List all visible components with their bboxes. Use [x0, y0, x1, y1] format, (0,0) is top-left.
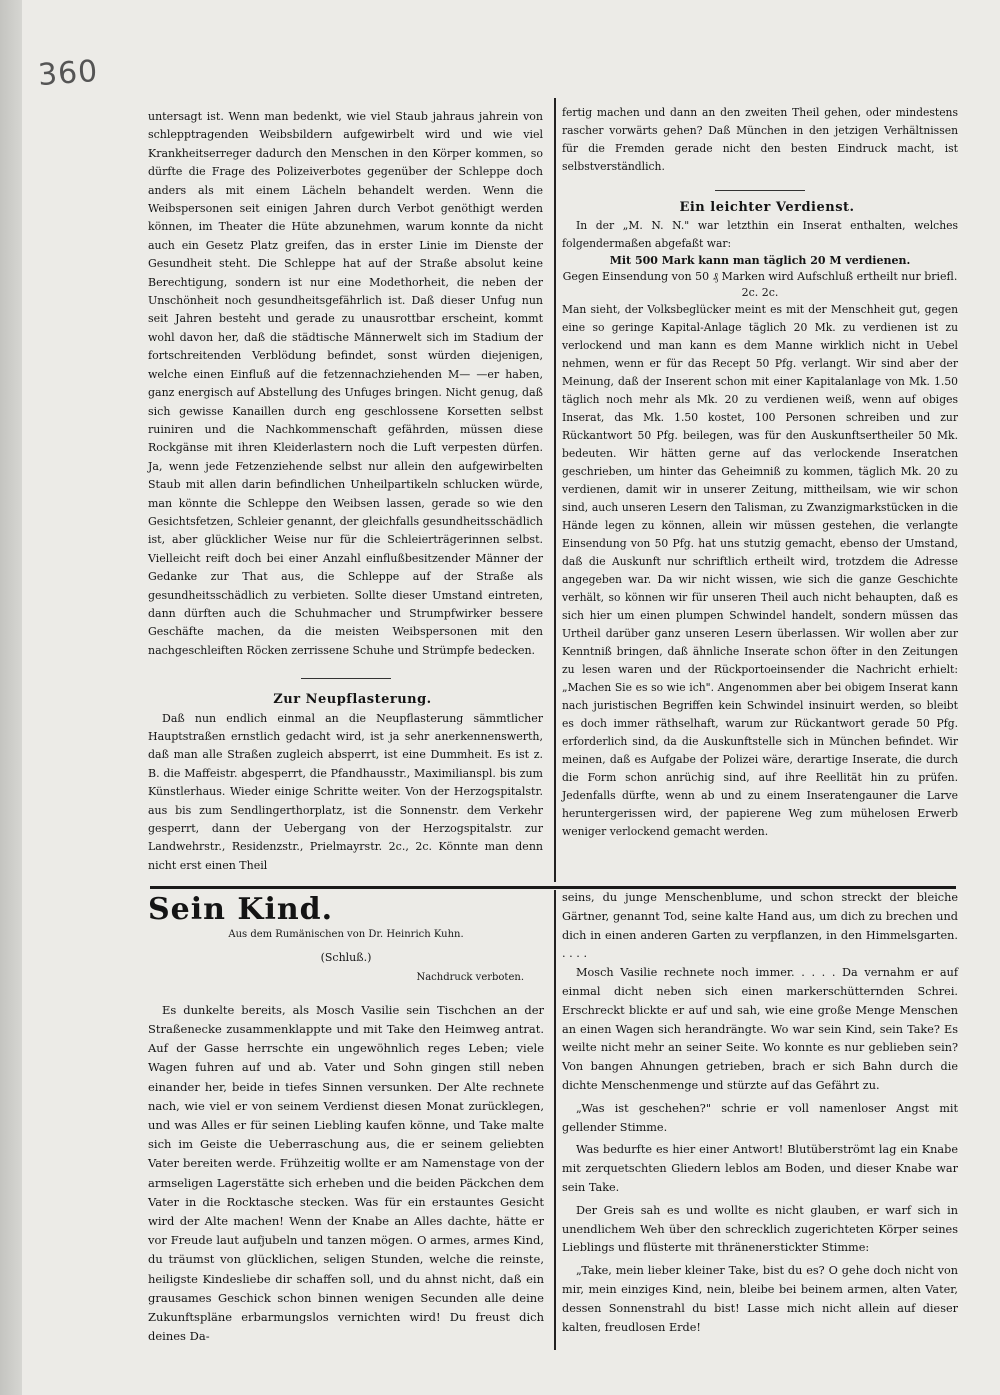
neupflasterung-continued: fertig machen und dann an den zweiten Theil gehen, oder mindestens rascher vorwärts gehen? Daß München in den jetzigen Verhältnissen für die Fremden gerade nicht den besten Eindruck macht, ist selbstverständlich.: [562, 106, 958, 173]
schleppe-article-text: untersagt ist. Wenn man bedenkt, wie viel Staub jahraus jahrein von schlepptragenden Weibsbildern aufgewirbelt wird und wie viel Krankheitserreger dadurch den Menschen in den Körper kommen, so dürfte die Frage des Polizeiverbotes gegenüber der Schleppe doch anders als mit einem Lächeln behandelt werden. Wenn die Weibspersonen seit einigen Jahren durch Verbot genöthigt werden können, im Theater die Hüte abzunehmen, warum konnte da nicht auch ein Gesetz Platz greifen, das in erster Linie im Dienste der Gesundheit steht. Die Schleppe hat auf der Straße absolut keine Berechtigung, sondern ist nur eine Modethorheit, die neben der Unschönheit noch gesundheitsgefährlich ist. Daß dieser Unfug nun seit Jahren besteht und gerade zu unausrottbar erscheint, kommt wohl davon her, daß die städtische Männerwelt sich im Stadium der fortschreitenden Verblödung befindet, sonst würden diejenigen, welche einen Einfluß auf die fetzennachziehenden M— —er haben, ganz energisch auf Abstellung des Unfuges bringen. Nicht genug, daß sich gewisse Kanaillen durch eng geschlossene Korsetten selbst ruiniren und die Nachkommenschaft gefährden, müssen diese Rockgänse mit ihren Kleiderlastern noch die Luft verpesten dürfen. Ja, wenn jede Fetzenziehende selbst nur allein den aufgewirbelten Staub mit allen darin befindlichen Unheilpartikeln schlucken würde, man könnte die Schleppe den Weibsen lassen, gerade so wie den Gesichtsfetzen, Schleier genannt, der gleichfalls gesundheitsschädlich ist, aber glücklicher Weise nur für die Schleierträgerinnen selbst. Vielleicht reift doch bei einer Anzahl einflußbesitzender Männer der Gedanke zur That aus, die Schleppe auf der Straße als gesundheitsschädlich zu verbieten. Sollte dieser Umstand eintreten, dann dürften auch die Schuhmacher und Strumpfwirker bessere Geschäfte machen, da die meisten Weibspersonen mit den nachgeschleiften Röcken zerrissene Schuhe und Strümpfe bedecken.: [148, 110, 543, 657]
story-paragraph: „Take, mein lieber kleiner Take, bist du es? O gehe doch nicht von mir, mein einziges Kind, nein, bleibe bei beinem armen, alten Vater, dessen Sonnenstrahl du bist! Lasse mich nicht allein auf dieser kalten, freudlosen Erde!: [562, 1264, 958, 1334]
story-part: (Schluß.): [320, 951, 372, 965]
column-bottom-left: [148, 892, 544, 1346]
quoted-advertisement: [562, 253, 958, 301]
story-paragraph: Was bedurfte es hier einer Antwort! Blutüberströmt lag ein Knabe mit zerquetschten Gliedern leblos am Boden, und dieser Knabe war sein Take.: [562, 1143, 958, 1194]
verdienst-lead: In der „M. N. N." war letzthin ein Inserat enthalten, welches folgendermaßen abgefaßt war:: [562, 219, 958, 250]
column-divider-bottom: [554, 890, 556, 1350]
handwritten-page-number: 360: [36, 53, 100, 94]
column-top-right: [562, 104, 958, 841]
verdienst-text: Man sieht, der Volksbeglücker meint es mit der Menschheit gut, gegen eine so geringe Kapital-Anlage täglich 20 Mk. zu verdienen ist zu verlockend und man kann es dem Manne wirklich nicht in Uebel nehmen, wenn er für das Recept 50 Pfg. verlangt. Wir sind aber der Meinung, daß der Inserent schon mit einer Kapitalanlage von Mk. 1.50 täglich noch mehr als Mk. 20 zu verdienen weiß, wenn auf obiges Inserat, das Mk. 1.50 kostet, 100 Personen schreiben und zur Rückantwort 50 Pfg. beilegen, was für den Auskunftsertheiler 50 Mk. bedeuten. Wir hätten gerne auf das verlockende Inseratchen geschrieben, um hinter das Geheimniß zu kommen, täglich Mk. 20 zu verdienen, damit wir in unserer Zeitung, mittheilsam, wie wir schon sind, auch unseren Lesern den Talisman, zu Zwanzigmarkstücken in die Hände legen zu können, allein wir müssen gestehen, die verlangte Einsendung von 50 Pfg. hat uns stutzig gemacht, ebenso der Umstand, daß die Auskunft nur schriftlich ertheilt wird, trotzdem die Adresse angegeben war. Da wir nicht wissen, wie sich die ganze Geschichte verhält, so können wir für unseren Theil auch nicht behaupten, daß es sich hier um einen plumpen Schwindel handelt, sondern müssen das Urtheil darüber ganz unseren Lesern überlassen. Wir wollen aber zur Kenntniß bringen, daß ähnliche Inserate schon öfter in den Zeitungen zu lesen waren und der Rückportoeinsender die Nachricht erhielt: „Machen Sie es so wie ich". Angenommen aber bei obigem Inserat kann nach juristischen Begriffen kein Schwindel insinuirt werden, so bleibt es doch immer räthselhaft, warum zur Rückantwort gerade 50 Pfg. erforderlich sind, da die Auskunftstelle sich in München befindet. Wir meinen, daß es Aufgabe der Polizei wäre, derartige Inserate, die durch die Form schon anrüchig sind, auf ihre Reellität hin zu prüfen. Jedenfalls dürfte, wenn ab und zu einem Inseratengauner die Larve heruntergerissen wird, der papierene Weg zum mühelosen Erwerb weniger verlockend gemacht werden.: [562, 303, 958, 838]
ad-line-2: Gegen Einsendung von 50 ₰ Marken wird Aufschluß ertheilt nur briefl. 2c. 2c.: [562, 270, 958, 299]
neupflasterung-heading: Zur Neupflasterung.: [273, 692, 432, 708]
story-paragraph: Es dunkelte bereits, als Mosch Vasilie sein Tischchen an der Straßenecke zusammenklappte und mit Take den Heimweg antrat. Auf der Gasse herrschte ein ungewöhnlich reges Leben; viele Wagen fuhren auf und ab. Vater und Sohn gingen still neben einander her, beide in tiefes Sinnen versunken. Der Alte rechnete nach, wie viel er von seinem Verdienst diesen Monat zurücklegen, und was Alles er für seinen Liebling kaufen könne, und Take malte sich im Geiste die Ueberraschung aus, die er seinem geliebten Vater bereiten werde. Frühzeitig wollte er am Namenstage von der armseligen Lagerstätte sich erheben und die beiden Päckchen dem Vater in die Rocktasche stecken. Was für ein erstauntes Gesicht wird der Alte machen! Wenn der Knabe an Alles dachte, hätte er vor Freude laut aufjubeln und tanzen mögen. O armes, armes Kind, du träumst von glücklichen, seligen Stunden, welche die reinste, heiligste Kindesliebe dir schaffen soll, und du ahnst nicht, daß ein grausames Geschick schon binnen wenigen Secunden alle deine Zukunftspläne erbarmungslos vernichten wird! Du freust dich deines Da-: [148, 1002, 544, 1344]
column-top-left: [148, 108, 543, 875]
column-divider-top: [554, 98, 556, 882]
scan-edge-shadow: [0, 0, 22, 1395]
story-byline: Aus dem Rumänischen von Dr. Heinrich Kuhn.: [228, 929, 464, 941]
story-paragraph: „Was ist geschehen?" schrie er voll namenloser Angst mit gellender Stimme.: [562, 1101, 958, 1134]
ad-line-1: Mit 500 Mark kann man täglich 20 M verdienen.: [609, 254, 911, 267]
story-paragraph: Mosch Vasilie rechnete noch immer. . . . . Da vernahm er auf einmal dicht neben sich einen markerschütternden Schrei. Erschreckt blickte er auf und sah, wie eine große Menge Menschen an einen Wagen sich herandrängte. Wo war sein Kind, sein Take? Es weilte nicht mehr an seiner Seite. Wo konnte es nur geblieben sein? Von bangen Ahnungen getrieben, brach er sich Bahn durch die dichte Menschenmenge und stürzte auf das Gefährt zu.: [562, 966, 958, 1092]
story-paragraph: Der Greis sah es und wollte es nicht glauben, er warf sich in unendlichem Weh über den schrecklich zugerichteten Körper seines Lieblings und flüsterte mit thränenerstickter Stimme:: [562, 1203, 958, 1255]
section-separator: [715, 190, 805, 191]
story-title: Sein Kind.: [148, 892, 334, 927]
reprint-notice: Nachdruck verboten.: [416, 971, 524, 983]
column-bottom-right: [562, 889, 958, 1337]
section-separator: [301, 678, 391, 679]
neupflasterung-text: Daß nun endlich einmal an die Neupflasterung sämmtlicher Hauptstraßen ernstlich gedacht wird, ist ja sehr anerkennenswerth, daß man alle Straßen zugleich absperrt, ist eine Dummheit. Es ist z. B. die Maffeistr. abgesperrt, die Pfandhausstr., Maximilianspl. bis zum Künstlerhaus. Wieder einige Schritte weiter. Von der Herzogspitalstr. aus bis zum Sendlingerthorplatz, ist die Sonnenstr. dem Verkehr gesperrt, dann der Uebergang von der Herzogspitalstr. zur Landwehrstr., Residenzstr., Prielmayrstr. 2c., 2c. Könnte man denn nicht erst einen Theil: [148, 711, 543, 872]
verdienst-heading: Ein leichter Verdienst.: [679, 200, 855, 215]
story-paragraph: seins, du junge Menschenblume, und schon streckt der bleiche Gärtner, genannt Tod, seine kalte Hand aus, um dich zu brechen und dich in einen anderen Garten zu verpflanzen, in den Himmelsgarten. . . . .: [562, 891, 958, 961]
